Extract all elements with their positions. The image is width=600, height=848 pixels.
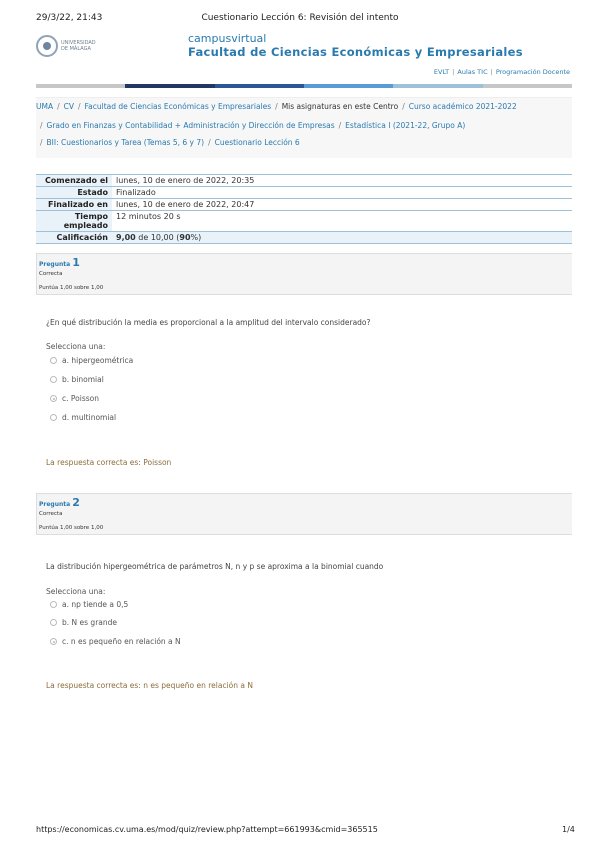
question-2-option-b[interactable]: b. N es grande bbox=[50, 618, 117, 627]
radio-icon[interactable] bbox=[50, 601, 57, 608]
question-2-option-a[interactable]: a. np tiende a 0,5 bbox=[50, 600, 128, 609]
breadcrumb-mis-asignaturas: Mis asignaturas en este Centro bbox=[281, 102, 399, 111]
site-title[interactable]: Facultad de Ciencias Económicas y Empresariales bbox=[188, 45, 523, 59]
toplink-aulas-tic[interactable]: Aulas TIC bbox=[457, 68, 488, 76]
breadcrumb-cv[interactable]: CV bbox=[63, 102, 74, 111]
print-footer-url: https://economicas.cv.uma.es/mod/quiz/review.php?attempt=661993&cmid=365515 bbox=[36, 825, 378, 834]
radio-selected-icon[interactable] bbox=[50, 395, 57, 402]
breadcrumb-bii[interactable]: BII: Cuestionarios y Tarea (Temas 5, 6 y 7) bbox=[46, 138, 205, 147]
summary-state-label: Estado bbox=[36, 187, 112, 199]
breadcrumb-cuestionario[interactable]: Cuestionario Lección 6 bbox=[214, 138, 300, 147]
radio-icon[interactable] bbox=[50, 376, 57, 383]
summary-grade-label: Calificación bbox=[36, 232, 112, 244]
breadcrumb-curso[interactable]: Curso académico 2021-2022 bbox=[408, 102, 517, 111]
question-1-option-b[interactable]: b. binomial bbox=[50, 375, 104, 384]
question-2-info bbox=[36, 493, 572, 535]
university-logo-text: UNIVERSIDAD DE MÁLAGA bbox=[61, 40, 96, 52]
summary-finished-label: Finalizado en bbox=[36, 199, 112, 211]
breadcrumb-facultad[interactable]: Facultad de Ciencias Económicas y Empresariales bbox=[84, 102, 272, 111]
question-2-correct-answer: La respuesta correcta es: n es pequeño en relación a N bbox=[46, 681, 253, 690]
radio-icon[interactable] bbox=[50, 619, 57, 626]
question-2-text: La distribución hipergeométrica de parámetros N, n y p se aproxima a la binomial cuando bbox=[46, 562, 384, 571]
summary-state-value: Finalizado bbox=[112, 187, 572, 199]
print-page-number: 1/4 bbox=[562, 825, 575, 834]
question-1-prompt: Selecciona una: bbox=[46, 342, 106, 351]
question-2-option-c[interactable]: c. n es pequeño en relación a N bbox=[50, 637, 181, 646]
question-1-correct-answer: La respuesta correcta es: Poisson bbox=[46, 458, 172, 467]
question-1-text: ¿En qué distribución la media es proporcional a la amplitud del intervalo considerado? bbox=[46, 318, 371, 327]
question-1-option-d[interactable]: d. multinomial bbox=[50, 413, 116, 422]
toplink-programacion-docente[interactable]: Programación Docente bbox=[495, 68, 570, 76]
header-color-bar bbox=[36, 84, 572, 88]
top-links: EVLT | Aulas TIC | Programación Docente bbox=[433, 68, 570, 76]
question-2-state: Correcta bbox=[39, 511, 63, 517]
question-1-option-c[interactable]: c. Poisson bbox=[50, 394, 99, 403]
question-1-grade: Puntúa 1,00 sobre 1,00 bbox=[39, 285, 104, 291]
radio-selected-icon[interactable] bbox=[50, 638, 57, 645]
breadcrumb-estadistica[interactable]: Estadística I (2021-22, Grupo A) bbox=[345, 121, 466, 130]
question-1-number: Pregunta 1 bbox=[39, 256, 80, 269]
print-doc-title: Cuestionario Lección 6: Revisión del intento bbox=[201, 13, 399, 23]
breadcrumb-uma[interactable]: UMA bbox=[36, 102, 54, 111]
question-2-number: Pregunta 2 bbox=[39, 496, 80, 509]
toplink-evlt[interactable]: EVLT bbox=[433, 68, 450, 76]
question-2-prompt: Selecciona una: bbox=[46, 587, 106, 596]
site-subtitle[interactable]: campusvirtual bbox=[188, 32, 267, 45]
question-1-option-a[interactable]: a. hipergeométrica bbox=[50, 356, 133, 365]
university-logo-icon[interactable] bbox=[36, 35, 58, 57]
summary-started-label: Comenzado el bbox=[36, 175, 112, 187]
question-1-info bbox=[36, 253, 572, 295]
summary-time-value: 12 minutos 20 s bbox=[112, 211, 572, 232]
breadcrumb-grado[interactable]: Grado en Finanzas y Contabilidad + Administración y Dirección de Empresas bbox=[46, 121, 335, 130]
radio-icon[interactable] bbox=[50, 357, 57, 364]
question-1-state: Correcta bbox=[39, 271, 63, 277]
summary-time-label: Tiempo empleado bbox=[36, 211, 112, 232]
breadcrumb: UMA / CV / Facultad de Ciencias Económicas y Empresariales / Mis asignaturas en este Centro / Curso académico 2021-2022 / Grado en Finanzas y Contabilidad + Administración y Dirección de Empresas / Estadística I (2021-22, Grupo A) / BII: Cuestionarios y Tarea (Temas 5, 6 y 7) / Cuestionario Lección 6 bbox=[36, 97, 572, 158]
summary-grade-value: 9,00 de 10,00 (90%) bbox=[112, 232, 572, 244]
radio-icon[interactable] bbox=[50, 414, 57, 421]
summary-started-value: lunes, 10 de enero de 2022, 20:35 bbox=[112, 175, 572, 187]
question-2-grade: Puntúa 1,00 sobre 1,00 bbox=[39, 525, 104, 531]
summary-finished-value: lunes, 10 de enero de 2022, 20:47 bbox=[112, 199, 572, 211]
attempt-summary-table bbox=[36, 174, 572, 244]
print-datetime: 29/3/22, 21:43 bbox=[36, 13, 103, 23]
